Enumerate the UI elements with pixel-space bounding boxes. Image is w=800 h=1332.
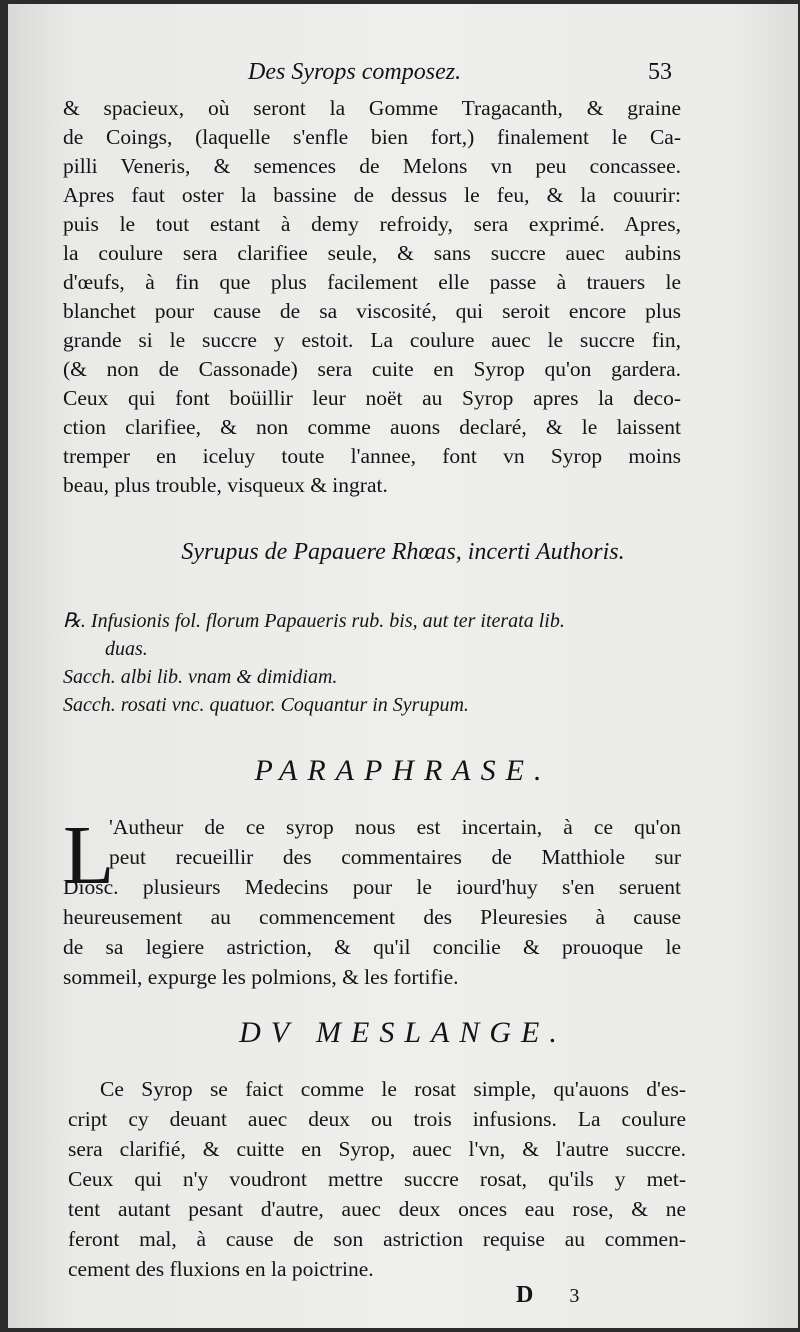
text-line: cement des fluxions en la poictrine.: [68, 1257, 374, 1281]
text-line: Ce Syrop se faict comme le rosat simple, qu'auons d'es-: [100, 1077, 686, 1101]
text-line: Diosc. plusieurs Medecins pour le iourd'huy s'en seruent: [63, 875, 681, 899]
paragraph-paraphrase: [63, 809, 681, 992]
text-line: sommeil, expurge les polmions, & les fortifie.: [63, 965, 459, 989]
text-line: peut recueillir des commentaires de Matthiole sur: [109, 845, 681, 869]
paragraph-meslange: [68, 1074, 686, 1284]
recipe-line: Sacch. albi lib. vnam & dimidiam.: [63, 666, 338, 688]
text-line: Ceux qui n'y voudront mettre succre rosat, qu'ils y met-: [68, 1167, 686, 1191]
text-line: pilli Veneris, & semences de Melons vn peu concassee.: [63, 154, 681, 178]
text-line: cript cy deuant auec deux ou trois infusions. La coulure: [68, 1107, 686, 1131]
signature-letter: D: [516, 1282, 534, 1308]
text-line: feront mal, à cause de son astriction requise au commen-: [68, 1227, 686, 1251]
text-line: Apres faut oster la bassine de dessus le feu, & la couurir:: [63, 183, 681, 207]
text-line: de sa legiere astriction, & qu'il concilie & prouoque le: [63, 935, 681, 959]
text-line: puis le tout estant à demy refroidy, sera exprimé. Apres,: [63, 212, 681, 236]
text-line: beau, plus trouble, visqueux & ingrat.: [63, 473, 388, 497]
heading-paraphrase: PARAPHRASE.: [254, 754, 552, 787]
page-number: 53: [648, 59, 672, 85]
paragraph-syrop-preparation: [63, 94, 681, 500]
recipe-line: ℞. Infusionis fol. florum Papaueris rub. bis, aut ter iterata lib.: [63, 610, 565, 632]
text-line: & spacieux, où seront la Gomme Tragacanth, & graine: [63, 96, 681, 120]
text-line: 'Autheur de ce syrop nous est incertain, à ce qu'on: [109, 815, 681, 839]
text-line: d'œufs, à fin que plus facilement elle passe à trauers le: [63, 270, 681, 294]
text-line: blanchet pour cause de sa viscosité, qui seroit encore plus: [63, 299, 681, 323]
text-line: heureusement au commencement des Pleuresies à cause: [63, 905, 681, 929]
recipe-line: duas.: [105, 638, 148, 660]
text-line: la coulure sera clarifiee seule, & sans succre auec aubins: [63, 241, 681, 265]
heading-meslange: DV MESLANGE.: [239, 1016, 567, 1049]
text-line: tent autant pesant d'autre, auec deux onces eau rose, & ne: [68, 1197, 686, 1221]
text-line: ction clarifiee, & non comme auons declaré, & le laissent: [63, 415, 681, 439]
book-page: [8, 4, 798, 1328]
text-line: de Coings, (laquelle s'enfle bien fort,) finalement le Ca-: [63, 125, 681, 149]
recipe-line: Sacch. rosati vnc. quatuor. Coquantur in Syrupum.: [63, 694, 469, 716]
text-line: Ceux qui font boüillir leur noët au Syrop apres la deco-: [63, 386, 681, 410]
signature-mark: [516, 1282, 579, 1309]
text-line: (& non de Cassonade) sera cuite en Syrop qu'on gardera.: [63, 357, 681, 381]
running-title: Des Syrops composez.: [248, 59, 462, 85]
text-line: sera clarifié, & cuitte en Syrop, auec l'vn, & l'autre succre.: [68, 1137, 686, 1161]
signature-number: 3: [569, 1285, 580, 1307]
text-line: tremper en iceluy toute l'annee, font vn Syrop moins: [63, 444, 681, 468]
drop-cap: L: [63, 809, 115, 902]
text-line: grande si le succre y estoit. La coulure auec le succre fin,: [63, 328, 681, 352]
recipe-ingredients: [63, 607, 688, 719]
recipe-title: Syrupus de Papauere Rhœas, incerti Authoris.: [181, 539, 625, 565]
page-header: [8, 59, 798, 99]
